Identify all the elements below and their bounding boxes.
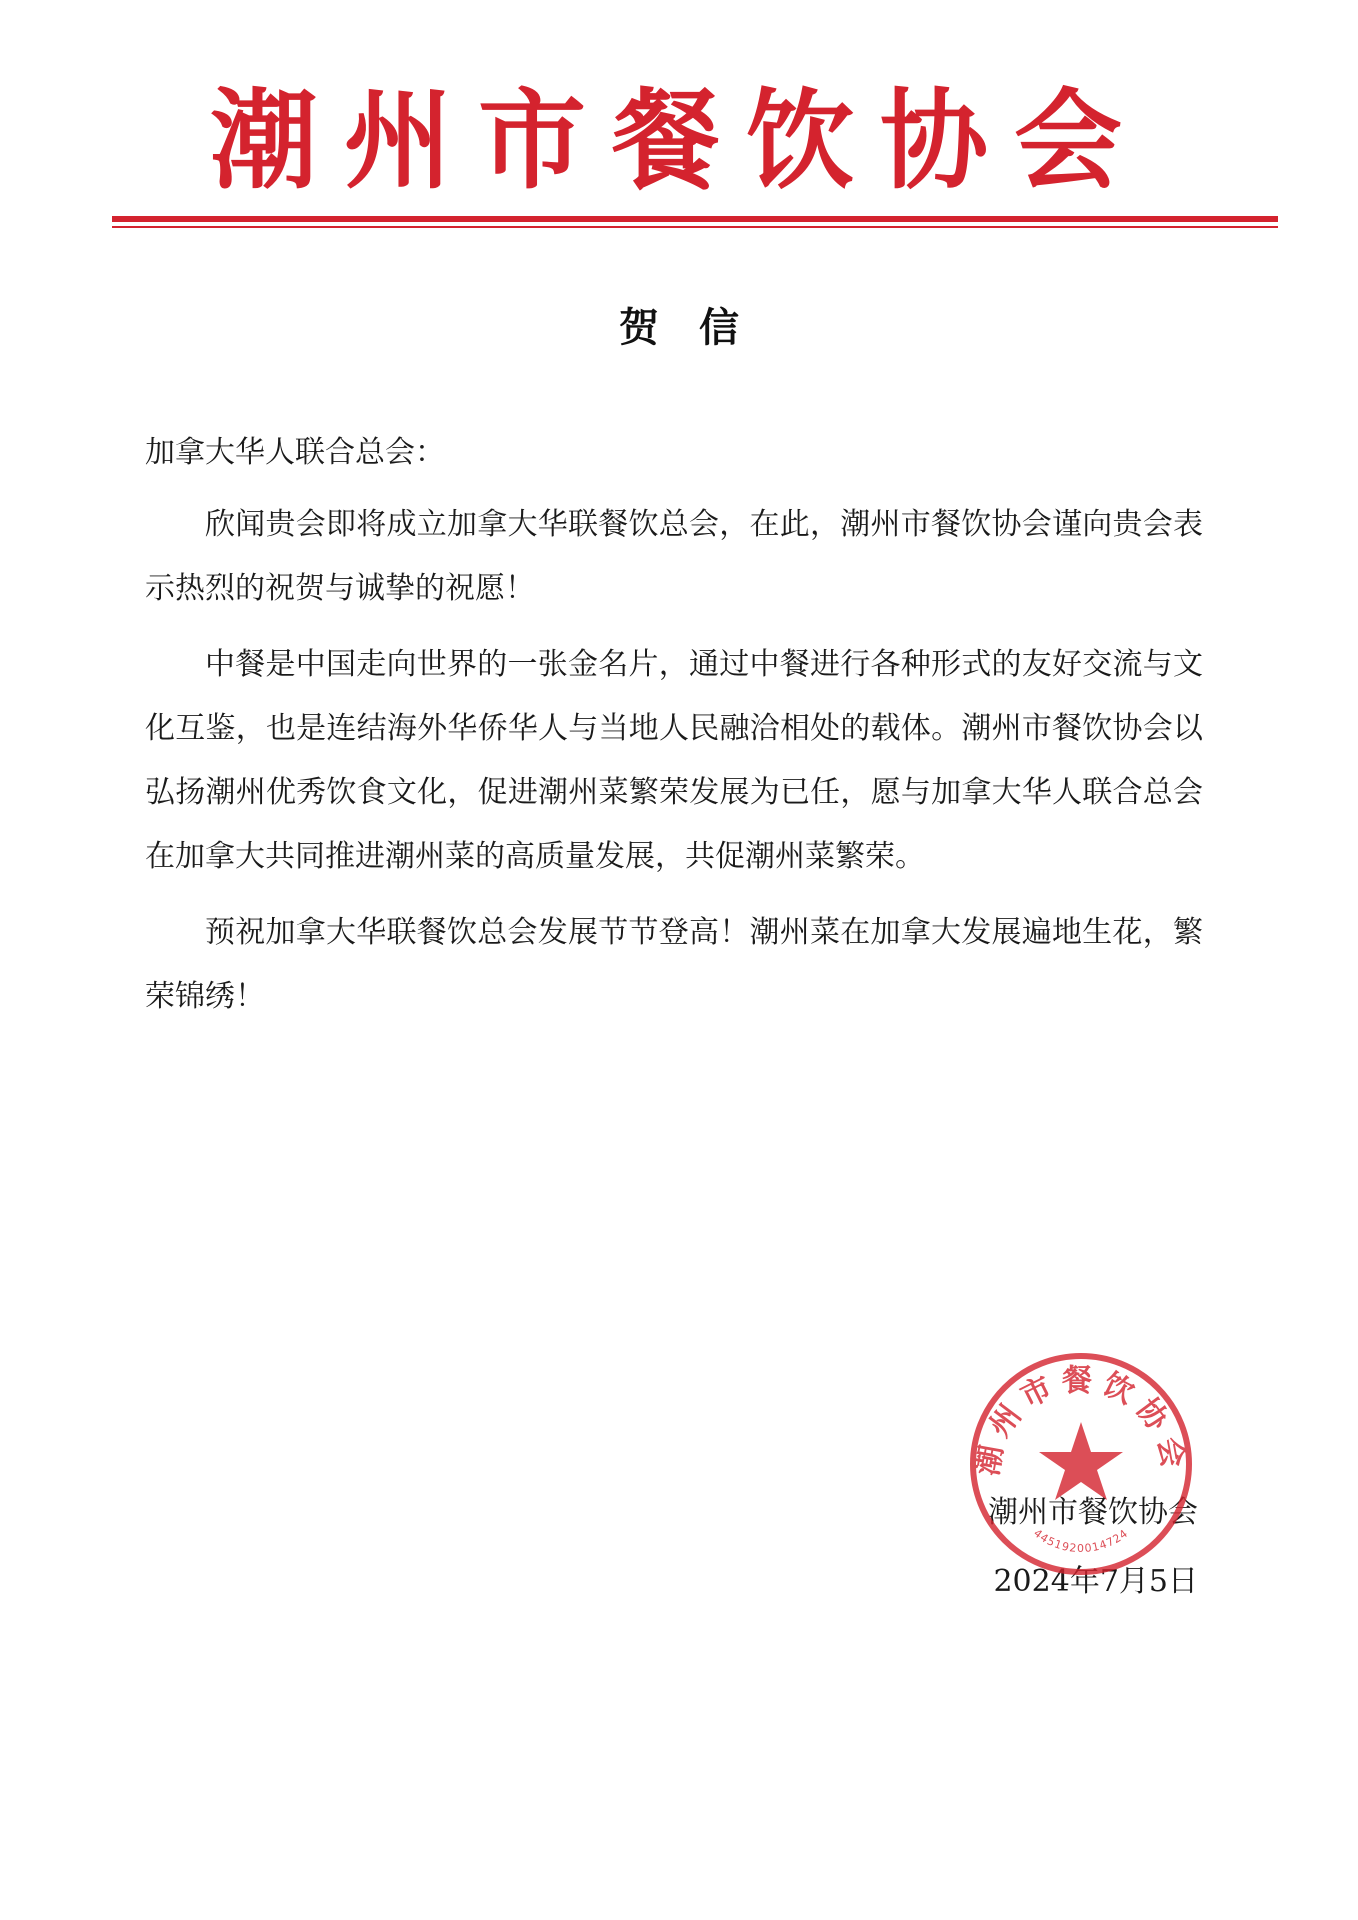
official-seal xyxy=(965,1348,1197,1580)
signature-organization: 潮州市餐饮协会 xyxy=(988,1495,1198,1530)
seal-code-path: 4451920014724 xyxy=(1031,1526,1131,1556)
signature-date: 2024年7月5日 xyxy=(993,1564,1198,1599)
seal-code-text xyxy=(1031,1527,1131,1556)
salutation: 加拿大华人联合总会： xyxy=(145,435,445,470)
letter-body xyxy=(145,493,1203,1041)
paragraph-1: 欣闻贵会即将成立加拿大华联餐饮总会，在此，潮州市餐饮协会谨向贵会表示热烈的祝贺与诚挚的祝愿！ xyxy=(145,507,1203,606)
seal-name-path: 潮州市餐饮协会 xyxy=(970,1363,1192,1479)
paragraph-2: 中餐是中国走向世界的一张金名片，通过中餐进行各种形式的友好交流与文化互鉴，也是连结海外华侨华人与当地人民融洽相处的载体。潮州市餐饮协会以弘扬潮州优秀饮食文化，促进潮州菜繁荣发展为已任，愿与加拿大华人联合总会在加拿大共同推进潮州菜的高质量发展，共促潮州菜繁荣。 xyxy=(145,647,1203,874)
paragraph-3: 预祝加拿大华联餐饮总会发展节节登高！潮州菜在加拿大发展遍地生花，繁荣锦绣！ xyxy=(145,915,1203,1014)
letterhead-title: 潮州市餐饮协会 xyxy=(209,79,1148,204)
letterhead-rule-thin xyxy=(112,226,1278,228)
seal-star-icon xyxy=(1039,1422,1123,1500)
letter-title: 贺 信 xyxy=(619,305,739,351)
letterhead-rule-thick xyxy=(112,216,1278,222)
